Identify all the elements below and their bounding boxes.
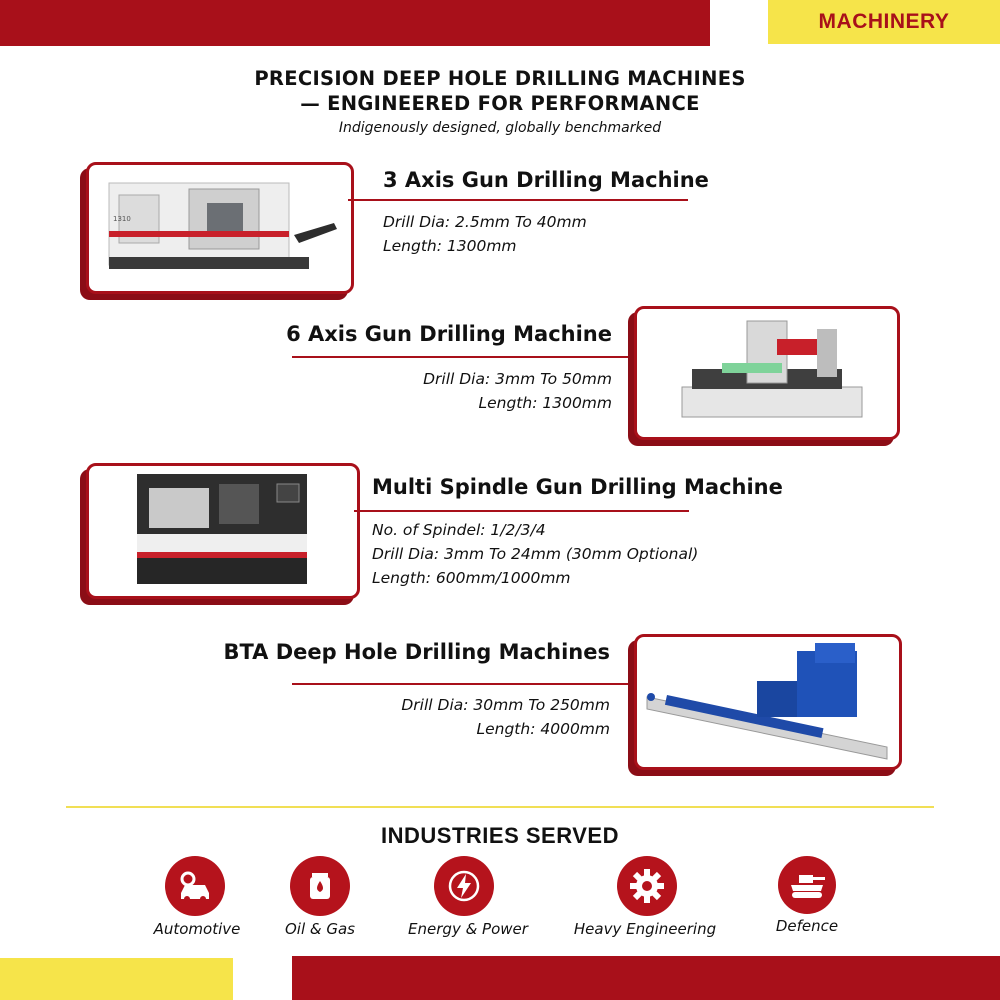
category-tag-label: MACHINERY [818, 10, 950, 33]
tank-icon [778, 856, 836, 914]
machine-3-spec-length: Length: 600mm/1000mm [372, 569, 571, 587]
bottom-red-bar [292, 956, 1000, 1000]
machine-3-specs [372, 518, 698, 590]
oil-drop-icon [290, 856, 350, 916]
headline-line-1: PRECISION DEEP HOLE DRILLING MACHINES [254, 67, 746, 90]
machine-1-title: 3 Axis Gun Drilling Machine [383, 168, 709, 192]
headline-line-2: — ENGINEERED FOR PERFORMANCE [300, 92, 700, 115]
machine-2-title: 6 Axis Gun Drilling Machine [286, 322, 612, 346]
machine-2-spec-length: Length: 1300mm [478, 394, 612, 412]
top-red-bar [0, 0, 710, 46]
section-divider [66, 806, 934, 808]
page-headline [0, 66, 1000, 116]
machine-2-rule [292, 356, 632, 358]
machine-2-specs [300, 367, 612, 415]
machine-2-image [634, 306, 900, 440]
machine-4-illustration [637, 637, 899, 767]
machine-3-spec-spindles: No. of Spindel: 1/2/3/4 [372, 521, 546, 539]
car-gear-icon [165, 856, 225, 916]
machine-3-title: Multi Spindle Gun Drilling Machine [372, 475, 783, 499]
bottom-yellow-bar [0, 958, 233, 1000]
svg-text:1310: 1310 [113, 215, 131, 223]
machine-1-specs [383, 210, 587, 258]
machine-4-rule [292, 683, 632, 685]
tagline: Indigenously designed, globally benchmarked [338, 120, 662, 136]
industry-label-heavy-engineering: Heavy Engineering [573, 920, 717, 938]
machine-4-spec-length: Length: 4000mm [476, 720, 610, 738]
industry-label-energy-power: Energy & Power [408, 920, 528, 938]
industry-label-oil-gas: Oil & Gas [284, 920, 355, 938]
machine-1-rule [348, 199, 688, 201]
category-tag [768, 0, 1000, 44]
gear-icon [617, 856, 677, 916]
machine-3-rule [354, 510, 689, 512]
machine-1-illustration [89, 165, 351, 291]
machine-2-illustration [637, 309, 897, 437]
machine-2-spec-drill: Drill Dia: 3mm To 50mm [423, 370, 612, 388]
machine-1-spec-drill: Drill Dia: 2.5mm To 40mm [383, 213, 587, 231]
machine-3-illustration [89, 466, 357, 596]
machine-1-image [86, 162, 354, 294]
machine-3-spec-drill: Drill Dia: 3mm To 24mm (30mm Optional) [372, 545, 699, 563]
machine-4-specs [300, 693, 610, 741]
machine-4-image [634, 634, 902, 770]
industry-label-defence: Defence [775, 917, 839, 935]
lightning-icon [434, 856, 494, 916]
industries-title: INDUSTRIES SERVED [381, 823, 619, 848]
machine-4-spec-drill: Drill Dia: 30mm To 250mm [401, 696, 610, 714]
machine-3-image [86, 463, 360, 599]
industry-label-automotive: Automotive [153, 920, 241, 938]
machine-4-title: BTA Deep Hole Drilling Machines [223, 640, 610, 664]
machine-1-spec-length: Length: 1300mm [383, 237, 517, 255]
